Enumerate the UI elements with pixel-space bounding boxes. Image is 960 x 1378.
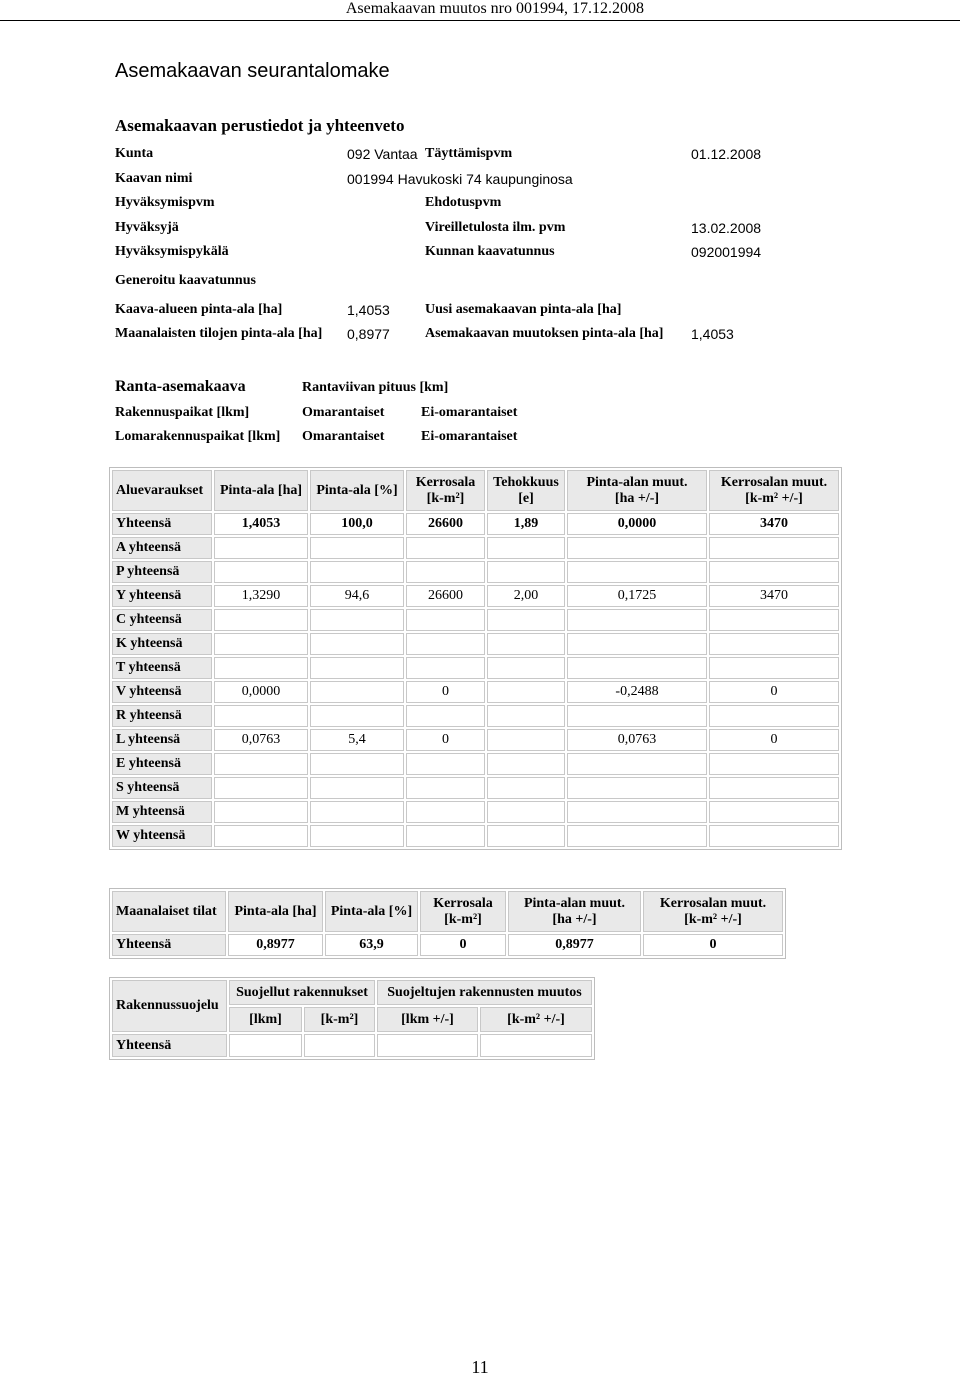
alue-value-cell <box>214 705 308 727</box>
alue-value-cell <box>487 801 565 823</box>
alue-value-cell: 3470 <box>709 585 839 607</box>
suojelu-subheader-lkm: [lkm] <box>229 1007 302 1032</box>
alue-value-cell <box>406 561 485 583</box>
alue-value-cell <box>487 705 565 727</box>
suojelu-subheader-km2: [k-m²] <box>304 1007 375 1032</box>
alue-value-cell <box>406 537 485 559</box>
alue-value-cell <box>214 753 308 775</box>
alue-table-row <box>112 753 839 775</box>
suojelu-row-header: Rakennussuojelu <box>112 980 227 1032</box>
alue-value-cell: 5,4 <box>310 729 404 751</box>
alue-value-cell <box>310 537 404 559</box>
generoitu-kaavatunnus-label: Generoitu kaavatunnus <box>115 273 256 288</box>
suojelu-table <box>109 977 595 1060</box>
alue-value-cell <box>487 657 565 679</box>
alue-row-label: L yhteensä <box>112 729 212 751</box>
alue-value-cell: 26600 <box>406 513 485 535</box>
alue-value-cell <box>310 633 404 655</box>
suojelu-cell <box>304 1034 375 1057</box>
alue-value-cell <box>406 705 485 727</box>
alue-value-cell <box>709 705 839 727</box>
lomarakennuspaikat-label: Lomarakennuspaikat [lkm] <box>115 429 281 444</box>
kaavan-nimi-label: Kaavan nimi <box>115 171 193 186</box>
alue-row-label: Yhteensä <box>112 513 212 535</box>
alue-table-row <box>112 633 839 655</box>
kunta-value: 092 Vantaa <box>347 146 418 162</box>
uusi-pinta-ala-label: Uusi asemakaavan pinta-ala [ha] <box>425 302 622 317</box>
alue-value-cell <box>487 777 565 799</box>
aluevaraukset-table <box>109 467 842 850</box>
rakennuspaikat-label: Rakennuspaikat [lkm] <box>115 405 250 420</box>
rakennuspaikat-ei-omarantaiset: Ei-omarantaiset <box>421 405 518 420</box>
alue-value-cell <box>214 561 308 583</box>
alue-value-cell: 0,1725 <box>567 585 707 607</box>
maanalaiset-table <box>109 888 786 959</box>
rakennuspaikat-omarantaiset: Omarantaiset <box>302 405 385 420</box>
alue-value-cell: 2,00 <box>487 585 565 607</box>
alue-value-cell <box>310 705 404 727</box>
kaava-alue-label: Kaava-alueen pinta-ala [ha] <box>115 302 283 317</box>
alue-value-cell <box>487 561 565 583</box>
suojelu-subheader-km2-change: [k-m² +/-] <box>480 1007 592 1032</box>
alue-row-label: K yhteensä <box>112 633 212 655</box>
alue-value-cell: 100,0 <box>310 513 404 535</box>
alue-value-cell <box>310 657 404 679</box>
alue-value-cell: 26600 <box>406 585 485 607</box>
alue-value-cell <box>487 633 565 655</box>
alue-table-row <box>112 777 839 799</box>
alue-value-cell <box>310 777 404 799</box>
suojelu-total-label: Yhteensä <box>112 1034 227 1057</box>
alue-value-cell <box>709 561 839 583</box>
maanalaisten-label: Maanalaisten tilojen pinta-ala [ha] <box>115 326 323 341</box>
alue-value-cell <box>567 609 707 631</box>
page-header-text: Asemakaavan muutos nro 001994, 17.12.2008 <box>345 0 644 17</box>
alue-value-cell <box>406 801 485 823</box>
maan-header-cell: Pinta-ala [%] <box>325 891 418 932</box>
maan-header-cell: Pinta-alan muut. [ha +/-] <box>508 891 641 932</box>
alue-value-cell: 0,0000 <box>567 513 707 535</box>
maan-table-row <box>112 934 783 956</box>
alue-value-cell <box>709 777 839 799</box>
alue-row-label: P yhteensä <box>112 561 212 583</box>
alue-value-cell: 0,0763 <box>214 729 308 751</box>
tayttamispvm-value: 01.12.2008 <box>691 146 762 162</box>
alue-value-cell <box>406 633 485 655</box>
page-header <box>0 0 960 21</box>
alue-value-cell <box>214 801 308 823</box>
alue-table-row <box>112 585 839 607</box>
maan-value-cell: 63,9 <box>325 934 418 956</box>
alue-value-cell: 0 <box>709 729 839 751</box>
alue-row-label: Y yhteensä <box>112 585 212 607</box>
alue-table-row <box>112 825 839 847</box>
alue-value-cell <box>310 561 404 583</box>
alue-value-cell: 0,0000 <box>214 681 308 703</box>
alue-table-row <box>112 609 839 631</box>
alue-value-cell <box>406 825 485 847</box>
kunnan-kaavatunnus-label: Kunnan kaavatunnus <box>425 244 555 259</box>
alue-value-cell: 3470 <box>709 513 839 535</box>
alue-row-label: A yhteensä <box>112 537 212 559</box>
alue-value-cell <box>709 825 839 847</box>
alue-value-cell: 0,0763 <box>567 729 707 751</box>
alue-row-label: R yhteensä <box>112 705 212 727</box>
kaavan-nimi-value: 001994 Havukoski 74 kaupunginosa <box>347 171 573 187</box>
alue-value-cell <box>567 657 707 679</box>
ranta-title: Ranta-asemakaava <box>115 378 246 395</box>
alue-table-row <box>112 513 839 535</box>
alue-table-row <box>112 537 839 559</box>
page-number: 11 <box>471 1357 489 1377</box>
alue-value-cell: 0 <box>406 681 485 703</box>
alue-value-cell <box>709 753 839 775</box>
alue-value-cell: 1,3290 <box>214 585 308 607</box>
alue-value-cell <box>567 801 707 823</box>
alue-value-cell <box>709 657 839 679</box>
kunnan-kaavatunnus-value: 092001994 <box>691 244 762 260</box>
lomarakennuspaikat-ei-omarantaiset: Ei-omarantaiset <box>421 429 518 444</box>
alue-value-cell <box>709 801 839 823</box>
alue-value-cell <box>406 753 485 775</box>
alue-value-cell <box>567 753 707 775</box>
alue-value-cell: 94,6 <box>310 585 404 607</box>
alue-table-row <box>112 657 839 679</box>
alue-value-cell <box>487 609 565 631</box>
alue-value-cell: 1,4053 <box>214 513 308 535</box>
alue-header-cell: Pinta-ala [%] <box>310 470 404 511</box>
muutoksen-label: Asemakaavan muutoksen pinta-ala [ha] <box>425 326 664 341</box>
alue-value-cell <box>214 777 308 799</box>
alue-value-cell <box>214 657 308 679</box>
alue-row-label: T yhteensä <box>112 657 212 679</box>
alue-value-cell <box>567 777 707 799</box>
alue-value-cell: 1,89 <box>487 513 565 535</box>
alue-table-row <box>112 681 839 703</box>
alue-value-cell: -0,2488 <box>567 681 707 703</box>
suojelu-cell <box>480 1034 592 1057</box>
hyvaksymispykala-label: Hyväksymispykälä <box>115 244 229 259</box>
kaava-alue-value: 1,4053 <box>347 302 390 318</box>
maan-row-label: Yhteensä <box>112 934 226 956</box>
suojelu-cell <box>229 1034 302 1057</box>
tayttamispvm-label: Täyttämispvm <box>425 146 513 161</box>
alue-value-cell <box>406 657 485 679</box>
hyvaksyja-label: Hyväksyjä <box>115 220 179 235</box>
suojeltujen-muutos-header: Suojeltujen rakennusten muutos <box>377 980 592 1005</box>
alue-value-cell <box>567 537 707 559</box>
alue-table-row <box>112 561 839 583</box>
alue-value-cell <box>567 633 707 655</box>
alue-value-cell <box>214 609 308 631</box>
vireilletulo-value: 13.02.2008 <box>691 220 762 236</box>
maan-value-cell: 0,8977 <box>508 934 641 956</box>
alue-value-cell <box>567 705 707 727</box>
alue-value-cell <box>214 825 308 847</box>
alue-header-cell: Kerrosalan muut. [k-m² +/-] <box>709 470 839 511</box>
alue-row-label: S yhteensä <box>112 777 212 799</box>
alue-value-cell <box>487 753 565 775</box>
alue-row-label: W yhteensä <box>112 825 212 847</box>
maan-header-cell: Kerrosalan muut. [k-m² +/-] <box>643 891 783 932</box>
alue-row-label: C yhteensä <box>112 609 212 631</box>
alue-value-cell <box>487 537 565 559</box>
alue-value-cell <box>709 537 839 559</box>
alue-row-label: V yhteensä <box>112 681 212 703</box>
alue-value-cell <box>406 609 485 631</box>
alue-header-cell: Aluevaraukset <box>112 470 212 511</box>
muutoksen-value: 1,4053 <box>691 326 734 342</box>
alue-value-cell <box>310 609 404 631</box>
alue-header-cell: Tehokkuus [e] <box>487 470 565 511</box>
alue-table-row <box>112 801 839 823</box>
vireilletulo-label: Vireilletulosta ilm. pvm <box>425 220 566 235</box>
form-title: Asemakaavan seurantalomake <box>115 60 390 82</box>
alue-table-row <box>112 729 839 751</box>
suojelu-subheader-lkm-change: [lkm +/-] <box>377 1007 478 1032</box>
alue-table-row <box>112 705 839 727</box>
maan-header-cell: Kerrosala [k-m²] <box>420 891 506 932</box>
alue-value-cell <box>310 753 404 775</box>
alue-value-cell <box>709 609 839 631</box>
alue-value-cell <box>406 777 485 799</box>
lomarakennuspaikat-omarantaiset: Omarantaiset <box>302 429 385 444</box>
suojelu-cell <box>377 1034 478 1057</box>
alue-value-cell <box>709 633 839 655</box>
alue-value-cell <box>487 681 565 703</box>
maan-header-cell: Pinta-ala [ha] <box>228 891 323 932</box>
maanalaisten-value: 0,8977 <box>347 326 390 342</box>
alue-value-cell <box>214 537 308 559</box>
hyvaksymispvm-label: Hyväksymispvm <box>115 195 215 210</box>
alue-value-cell <box>310 801 404 823</box>
alue-header-cell: Pinta-ala [ha] <box>214 470 308 511</box>
alue-header-cell: Pinta-alan muut. [ha +/-] <box>567 470 707 511</box>
suojellut-rakennukset-header: Suojellut rakennukset <box>229 980 375 1005</box>
rantaviiva-label: Rantaviivan pituus [km] <box>302 380 449 395</box>
alue-row-label: E yhteensä <box>112 753 212 775</box>
maan-value-cell: 0 <box>420 934 506 956</box>
alue-row-label: M yhteensä <box>112 801 212 823</box>
alue-value-cell <box>310 825 404 847</box>
alue-value-cell <box>487 729 565 751</box>
ehdotuspvm-label: Ehdotuspvm <box>425 195 502 210</box>
alue-value-cell <box>567 825 707 847</box>
alue-value-cell: 0 <box>406 729 485 751</box>
alue-value-cell: 0 <box>709 681 839 703</box>
alue-value-cell <box>567 561 707 583</box>
alue-value-cell <box>487 825 565 847</box>
maan-value-cell: 0 <box>643 934 783 956</box>
section-heading: Asemakaavan perustiedot ja yhteenveto <box>115 116 405 135</box>
kunta-label: Kunta <box>115 146 154 161</box>
alue-value-cell <box>310 681 404 703</box>
maan-value-cell: 0,8977 <box>228 934 323 956</box>
alue-header-cell: Kerrosala [k-m²] <box>406 470 485 511</box>
maan-header-cell: Maanalaiset tilat <box>112 891 226 932</box>
alue-value-cell <box>214 633 308 655</box>
